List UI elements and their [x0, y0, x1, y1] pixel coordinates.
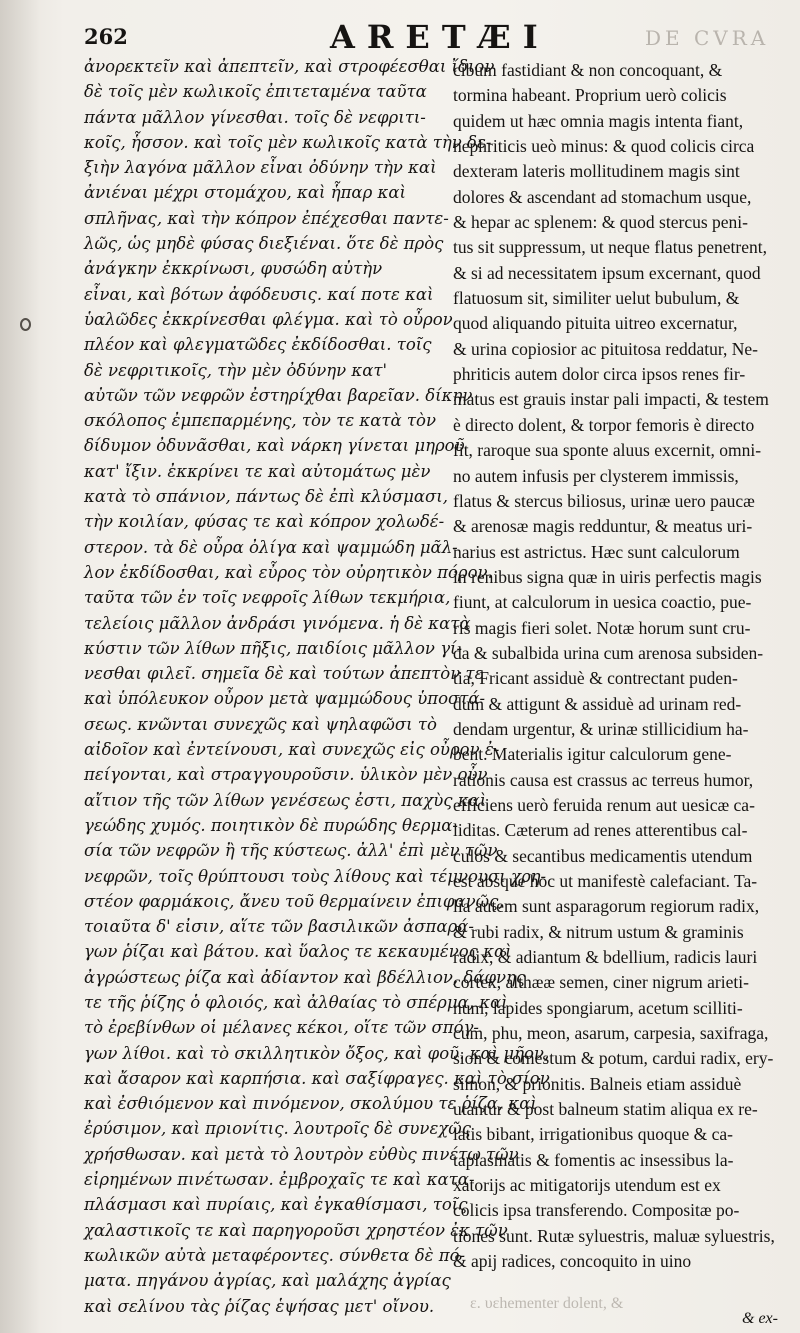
text-line: ἐρύσιμον, καὶ πριονίτις. λουτροῖς δὲ συνεχῶς	[84, 1119, 471, 1139]
text-line: simon, & prionitis. Balneis etiam assiduè	[453, 1073, 742, 1094]
text-line: γων λίθοι. καὶ τὸ σκιλλητικὸν ὄξος, καὶ φοῦ. καὶ μῆον,	[84, 1043, 550, 1063]
text-line: τὴν κοιλίαν, φύσας τε καὶ κόπρον χολωδέ-	[84, 512, 445, 532]
text-line: num, lapides spongiarum, acetum scilliti-	[453, 997, 743, 1018]
text-line: καὶ ἐσθιόμενον καὶ πινόμενον, σκολύμου τε ῥίζα, καὶ	[84, 1094, 537, 1114]
text-line: εἶναι, καὶ βότων ἀφόδευσις. καί ποτε καὶ	[84, 284, 434, 304]
text-line: δίδυμον ὀδυνᾶσθαι, καὶ νάρκη γίνεται μηροῦ	[84, 436, 465, 456]
text-line: χρήσθωσαν. καὶ μετὰ τὸ λουτρὸν εὐθὺς πινέτω τῶν	[84, 1144, 519, 1164]
text-line: & apij radices, concoquito in uino	[453, 1251, 692, 1272]
text-line: αἰδοῖον καὶ ἐντείνουσι, καὶ συνεχῶς εἰς οὖρον ἐ-	[84, 740, 500, 760]
text-line: taplasmatis & fomentis ac insessibus la-	[453, 1149, 734, 1170]
text-line: πάντα μᾶλλον γίνεσθαι. τοῖς δὲ νεφριτι-	[84, 107, 426, 127]
text-line: xatorijs ac mitigatorijs utendum est ex	[453, 1175, 721, 1196]
text-line: est absque hoc ut manifestè calefaciant. Ta-	[453, 871, 758, 891]
text-line: τελείοις μᾶλλον ἀνδράσι γινόμενα. ἡ δὲ κατὰ	[84, 613, 471, 633]
text-line: no autem infusis per clysterem immissis,	[453, 465, 739, 486]
text-line: τε τῆς ῥίζης ὁ φλοιός, καὶ ἀλθαίας τὸ σπέρμα, καὶ	[84, 992, 508, 1012]
text-line: ἀνορεκτεῖν καὶ ἀπεπτεῖν, καὶ στροφέεσθαι ἴδιον	[84, 57, 495, 76]
text-line: narius est astrictus. Hæc sunt calculorum	[453, 541, 740, 562]
text-line: χαλαστικοῖς τε καὶ παρηγοροῦσι χρηστέον ἐκ τῶν	[84, 1220, 508, 1240]
text-line: quod aliquando pituita uitreo excernatur,	[453, 313, 738, 334]
text-line: bent. Materialis igitur calculorum gene-	[453, 744, 732, 765]
text-line: ἀνάγκην ἐκκρίνωσι, φυσώδη αὐτὴν	[84, 259, 383, 279]
text-line: ὑαλῶδες ἐκκρίνεσθαι φλέγμα. καὶ τὸ οὖρον	[84, 309, 453, 329]
text-line: σία τῶν νεφρῶν ἢ τῆς κύστεως. ἀλλ' ἐπὶ μὲν τῶν	[84, 841, 498, 861]
text-line: efficiens uerò feruida renum aut uesicæ ca-	[453, 794, 755, 815]
text-line: phriticis autem dolor circa ipsos renes fir-	[453, 364, 746, 385]
text-line: cum, phu, meon, asarum, carpesia, saxifraga,	[453, 1023, 769, 1044]
text-line: νεσθαι φιλεῖ. σημεῖα δὲ καὶ τούτων ἀπεπτὸν τε	[84, 664, 484, 684]
text-line: matus est grauis instar pali impacti, & testem	[453, 389, 769, 410]
latin-text-column	[453, 58, 793, 1275]
text-line: è directo dolent, & torpor femoris è directo	[453, 414, 755, 435]
text-line: ἀνιέναι μέχρι στομάχου, καὶ ἧπαρ καὶ	[84, 183, 406, 203]
text-line: καὶ σελίνου τὰς ῥίζας ἑψήσας μετ' οἴνου.	[84, 1296, 435, 1316]
gutter-shadow	[0, 0, 40, 1333]
text-line: culos & secantibus medicamentis utendum	[453, 845, 753, 866]
text-line: dolores & ascendant ad stomachum usque,	[453, 186, 752, 207]
text-line: dexteram lateris mollitudinem magis sint	[453, 161, 740, 182]
text-line: latis bibant, irrigationibus quoque & ca-	[453, 1124, 733, 1145]
text-line: κύστιν τῶν λίθων πῆξις, παιδίοις μᾶλλον γί-	[84, 638, 463, 658]
text-line: tormina habeant. Proprium uerò colicis	[453, 85, 727, 106]
text-line: cibum fastidiant & non concoquant, &	[453, 60, 723, 80]
text-line: γων ῥίζαι καὶ βάτου. καὶ ὕαλος τε κεκαυμένος καὶ	[84, 942, 512, 962]
text-line: tia, Fricant assiduè & contrectant puden-	[453, 668, 738, 689]
text-line: κοῖς, ἧσσον. καὶ τοῖς μὲν κωλικοῖς κατὰ τὴν δε-	[84, 132, 492, 152]
bleed-through-bottom: ε. υεhementer dolent, &	[470, 1295, 624, 1312]
text-line: πλάσμασι καὶ πυρίαις, καὶ ἐγκαθίσμασι, τοῖς	[84, 1195, 468, 1215]
text-line: κατ' ἴξιν. ἐκκρίνει τε καὶ αὐτομάτως μὲν	[84, 461, 431, 481]
text-line: nephriticis ueò minus: & quod colicis circa	[453, 136, 755, 157]
text-line: dendam urgentur, & urinæ stillicidium ha-	[453, 718, 749, 739]
text-line: κατὰ τὸ σπάνιον, πάντως δὲ ἐπὶ κλύσμασι,	[84, 487, 448, 507]
text-line: καὶ ἄσαρον καὶ καρπήσια. καὶ σαξίφραγες. καὶ τὸ σίον	[84, 1068, 550, 1088]
text-line: in renibus signa quæ in uiris perfectis magis	[453, 566, 762, 587]
text-line: sion & comestum & potum, cardui radix, ery-	[453, 1048, 774, 1069]
text-line: fiunt, at calculorum in uesica coactio, pue-	[453, 592, 752, 613]
text-line: fit, raroque sua sponte aluus excernit, omni-	[453, 440, 762, 461]
text-line: & rubi radix, & nitrum ustum & graminis	[453, 921, 744, 942]
text-line: utantur & post balneum statim aliqua ex re-	[453, 1099, 758, 1120]
text-line: σεως. κνῶνται συνεχῶς καὶ ψηλαφῶσι τὸ	[84, 714, 437, 734]
text-line: tiones sunt. Rutæ syluestris, maluæ syluestris,	[453, 1225, 775, 1246]
text-line: αἴτιον τῆς τῶν λίθων γενέσεως ἐστι, παχὺς καὶ	[84, 790, 487, 810]
text-line: σπλῆνας, καὶ τὴν κόπρον ἐπέχεσθαι παντε-	[84, 208, 449, 228]
text-line: πείγονται, καὶ στραγγουροῦσιν. ὑλικὸν μὲν οὖν	[84, 765, 488, 785]
text-line: flatus & stercus biliosus, urinæ uero paucæ	[453, 490, 755, 511]
text-line: σκόλοπος ἐμπεπαρμένης, τὸν τε κατὰ τὸν	[84, 411, 436, 431]
text-line: κωλικῶν αὐτὰ μεταφέροντες. σύνθετα δὲ πό-	[84, 1245, 466, 1265]
bleed-through-text: DE CVRA	[645, 26, 770, 50]
text-line: tus sit suppressum, ut neque flatus penetrent,	[453, 237, 767, 258]
text-line: στερον. τὰ δὲ οὖρα ὀλίγα καὶ ψαμμώδη μᾶλ-	[84, 537, 458, 557]
text-line: & si ad necessitatem ipsum excernant, quod	[453, 262, 761, 283]
text-line: liditas. Cæterum ad renes atterentibus cal-	[453, 820, 748, 841]
text-line: τὸ ἐρεβίνθων οἱ μέλανες κέκοι, οἵτε τῶν σπόγ-	[84, 1018, 479, 1038]
text-line: στέον φαρμάκοις, ἄνευ τοῦ θερμαίνειν ἐπιφανῶς,	[84, 891, 504, 911]
page-number: 262	[84, 24, 128, 49]
text-line: colicis ipsa transferendo. Compositæ po-	[453, 1200, 740, 1221]
text-line: radix, & adiantum & bdellium, radicis lauri	[453, 947, 758, 968]
running-title: ARETÆI	[330, 18, 550, 56]
text-line: lia autem sunt asparagorum regiorum radix,	[453, 896, 760, 917]
text-line: νεφρῶν, τοῖς θρύπτουσι τοὺς λίθους καὶ τέμνουσι χρη-	[84, 866, 547, 886]
text-line: πλέον καὶ φλεγματῶδες ἐκδίδοσθαι. τοῖς	[84, 335, 432, 355]
text-line: δὲ τοῖς μὲν κωλικοῖς ἐπιτεταμένα ταῦτα	[84, 82, 427, 102]
text-line: λον ἐκδίδοσθαι, καὶ εὖρος τὸν οὐρητικὸν πόρον.	[84, 562, 493, 582]
text-line: cortex, althææ semen, ciner nigrum arieti-	[453, 972, 749, 993]
text-line: εἰρημένων πινέτωσαν. ἐμβροχαῖς τε καὶ κατα-	[84, 1170, 475, 1190]
text-line: καὶ ὑπόλευκον οὖρον μετὰ ψαμμώδους ὑποστά-	[84, 689, 486, 709]
text-line: δὲ νεφριτικοῖς, τὴν μὲν ὀδύνην κατ'	[84, 360, 388, 380]
text-line: & hepar ac splenem: & quod stercus peni-	[453, 212, 748, 233]
text-line: dum & attigunt & assiduè ad urinam red-	[453, 693, 742, 714]
text-line: ris magis fieri solet. Notæ horum sunt cru-	[453, 617, 751, 638]
text-line: τοιαῦτα δ' εἰσιν, αἵτε τῶν βασιλικῶν ἀσπαρά-	[84, 917, 474, 937]
text-line: ξιὴν λαγόνα μᾶλλον εἶναι ὀδύνην τὴν καὶ	[84, 158, 437, 178]
text-line: & arenosæ magis redduntur, & meatus uri-	[453, 516, 753, 537]
text-line: γεώδης χυμός. ποιητικὸν δὲ πυρώδης θερμα-	[84, 815, 458, 835]
text-line: rationis causa est crassus ac terreus humor,	[453, 769, 754, 790]
text-line: ματα. πηγάνου ἀγρίας, καὶ μαλάχης ἀγρίας	[84, 1271, 451, 1291]
text-line: ἀγρώστεως ῥίζα καὶ ἀδίαντον καὶ βδέλλιον, δάφνης	[84, 967, 526, 987]
text-line: da & subalbida urina cum arenosa subsiden-	[453, 642, 764, 663]
text-line: flatuosum sit, similiter uelut bubulum, &	[453, 288, 740, 309]
text-line: λῶς, ὡς μηδὲ φύσας διεξιέναι. ὅτε δὲ πρὸς	[84, 234, 444, 254]
margin-ring-mark	[20, 318, 31, 331]
catchword: & ex-	[742, 1310, 778, 1327]
text-line: αὐτῶν τῶν νεφρῶν ἐστηρίχθαι βαρεῖαν. δίκην	[84, 385, 473, 405]
text-line: quidem ut hæc omnia magis intenta fiant,	[453, 110, 744, 131]
text-line: & urina copiosior ac pituitosa reddatur, Ne-	[453, 338, 758, 359]
text-line: ταῦτα τῶν ἐν τοῖς νεφροῖς λίθων τεκμήρια,	[84, 588, 451, 608]
page-header	[0, 14, 800, 54]
